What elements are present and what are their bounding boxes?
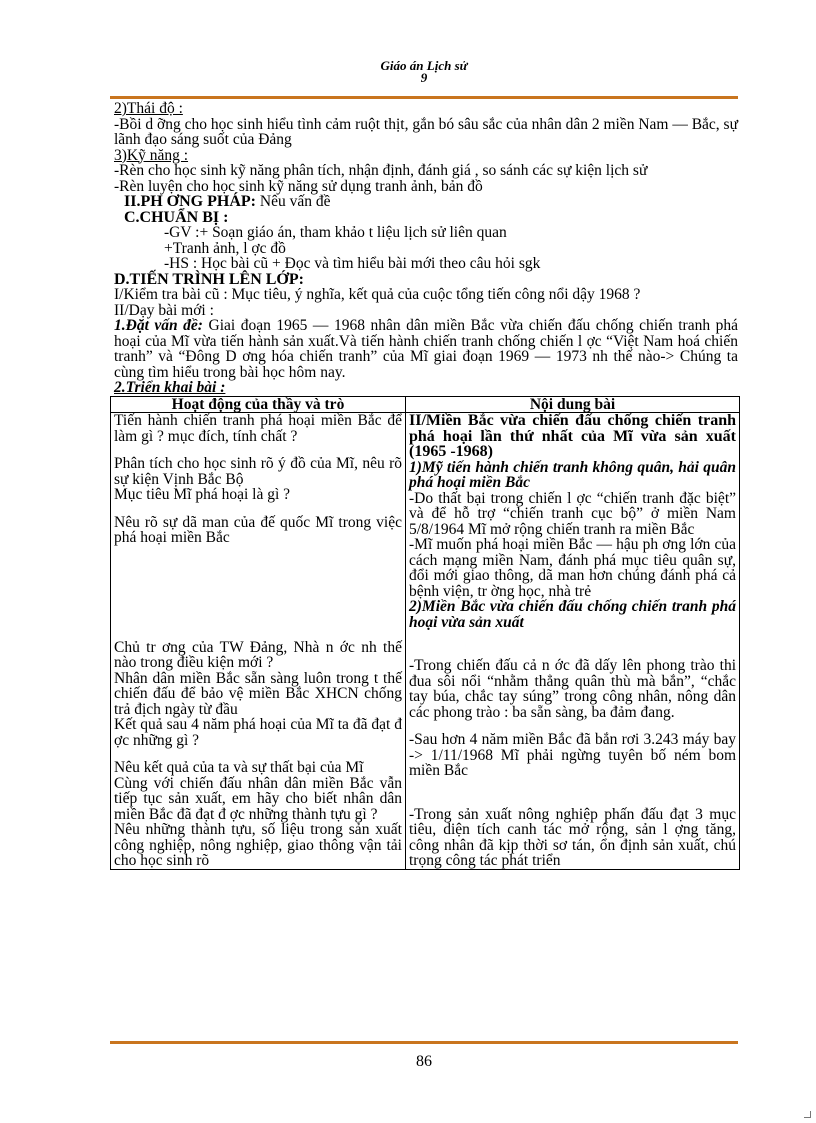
content-item: -Trong sản xuất nông nghiệp phấn đấu đạt 3 mục tiêu, diện tích canh tác mở rộng, sản l ợng tăng, công nhân đã kịp thời sơ tán, ổn định sản xuất, chú trọng công tác phát triển (409, 805, 736, 869)
heading-attitude: 2)Thái độ : (114, 100, 183, 117)
method-line (114, 194, 738, 210)
prep-2: +Tranh ảnh, l ợc đồ (164, 239, 286, 257)
check-old-lesson: I/Kiểm tra bài cũ : Mục tiêu, ý nghĩa, kết quả của cuộc tổng tiến công nổi dậy 1968 ? (114, 286, 641, 303)
header-title: Giáo án Lịch sử (380, 58, 468, 73)
content-column (406, 413, 740, 870)
activity-item: Tiến hành chiến tranh phá hoại miền Bắc để làm gì ? mục đích, tính chất ? (114, 412, 402, 445)
method-text: Nêu vấn đề (259, 193, 331, 210)
heading-skills: 3)Kỹ năng : (114, 146, 189, 164)
activity-item: Chủ tr ơng của TW Đảng, Nhà n ớc nh thế nào trong điều kiện mới ? (114, 638, 402, 671)
table-header-row (111, 396, 740, 413)
content-heading: II/Miền Bắc vừa chiến đấu chống chiến tranh phá hoại lần thứ nhất của Mĩ vừa sản xuất (1965 -1968) (409, 412, 736, 460)
skills-text-1: -Rèn cho học sinh kỹ năng phân tích, nhận định, đánh giá , so sánh các sự kiện lịch sử (114, 162, 648, 179)
table-row (111, 413, 740, 870)
activity-column (111, 413, 406, 870)
content-item: -Trong chiến đấu cả n ớc đã dấy lên phong trào thi đua sôi nổi “nhằm thẳng quân thù mà bắn”, “chắc tay búa, chắc tay súng” trong công nhân, nông dân các phong trào : ba sẵn sàng, ba đảm đang. (409, 657, 736, 721)
activity-item: Nêu kết quả của ta và sự thất bại của Mĩ (114, 759, 364, 776)
running-header (110, 60, 738, 84)
activity-item: Phân tích cho học sinh rõ ý đồ của Mĩ, nêu rõ sự kiện Vịnh Bắc Bộ (114, 455, 402, 488)
activity-item: Nêu những thành tựu, số liệu trong sản xuất công nghiệp, nông nghiệp, giao thông vận tải cho học sinh rõ (114, 821, 402, 869)
new-lesson-label: II/Dạy bài mới : (114, 301, 214, 319)
deploy-label: 2.Triển khai bài : (114, 379, 226, 396)
header-grade: 9 (420, 70, 428, 85)
attitude-text: -Bồi d ỡng cho học sinh hiểu tình cảm ruột thịt, gắn bó sâu sắc của nhân dân 2 miền Nam — Bắc, sự lãnh đạo sáng suốt của Đảng (114, 115, 738, 148)
activity-item: Nêu rõ sự dã man của đế quốc Mĩ trong việc phá hoại miền Bắc (114, 513, 402, 546)
intro-text: Giai đoạn 1965 — 1968 nhân dân miền Bắc vừa chiến đấu chống chiến tranh phá hoại của Mĩ vừa tiến hành sản xuất.Và tiến hành chiến tranh chống chiến l ợc “Việt Nam hoá chiến tranh” và “Đông D ơng hóa chiến tranh” của Mĩ giai đoạn 1969 — 1973 nh thế nào-> Chúng ta cùng tìm hiểu trong bài học hôm nay. (114, 317, 738, 381)
prep-3: -HS : Học bài cũ + Đọc và tìm hiểu bài mới theo câu hỏi sgk (164, 255, 541, 272)
activity-item: Mục tiêu Mĩ phá hoại là gì ? (114, 486, 291, 503)
lesson-body (114, 101, 738, 870)
content-subheading: 1)Mỹ tiến hành chiến tranh không quân, hải quân phá hoại miền Bắc (409, 458, 736, 491)
process-title: D.TIẾN TRÌNH LÊN LỚP: (114, 270, 304, 288)
prep-1: -GV :+ Soạn giáo án, tham khảo t liệu lịch sử liên quan (164, 224, 507, 241)
prep-title: C.CHUẨN BỊ : (124, 208, 229, 226)
content-item: -Do thất bại trong chiến l ợc “chiến tranh đặc biệt” và để hỗ trợ “chiến tranh cục bộ” ở miền Nam 5/8/1964 Mĩ mở rộng chiến tranh ra miền Bắc (409, 489, 736, 538)
method-title: II.PH ƠNG PHÁP: (124, 193, 256, 210)
header-rule (110, 96, 738, 99)
activity-item: Kết quả sau 4 năm phá hoại của Mĩ ta đã đạt đ ợc những gì ? (114, 716, 402, 749)
footer-rule (110, 1041, 738, 1044)
skills-text-2: -Rèn luyện cho học sinh kỹ năng sử dụng tranh ảnh, bản đồ (114, 177, 483, 195)
activity-item: Cùng với chiến đấu nhân dân miền Bắc vẫn tiếp tục sản xuất, em hãy cho biết nhân dân miền Bắc đã đạt đ ợc những thành tựu gì ? (114, 774, 402, 823)
header-content: Nội dung bài (406, 396, 740, 413)
intro-paragraph (114, 318, 738, 380)
page-number: 86 (416, 1053, 432, 1070)
header-activity: Hoạt động của thầy và trò (111, 396, 406, 413)
content-item: -Mĩ muốn phá hoại miền Bắc — hậu ph ơng lớn của cách mạng miền Nam, đánh phá mục tiêu quân sự, đổi mới giao thông, dã man hơn chúng đánh phá cả bệnh viện, tr ờng học, nhà trẻ (409, 536, 736, 600)
activity-item: Nhân dân miền Bắc sẵn sàng luôn trong t thế chiến đấu để bảo vệ miền Bắc XHCN chống trả địch ngày từ đầu (114, 669, 402, 718)
page-corner-mark (804, 1111, 811, 1118)
intro-label: 1.Đặt vấn đề: (114, 317, 203, 334)
content-subheading: 2)Miền Bắc vừa chiến đấu chống chiến tranh phá hoại vừa sản xuất (409, 598, 736, 631)
lesson-table (110, 396, 740, 870)
content-item: -Sau hơn 4 năm miền Bắc đã bắn rơi 3.243 máy bay -> 1/11/1968 Mĩ phải ngừng tuyên bố ném bom miền Bắc (409, 731, 736, 779)
